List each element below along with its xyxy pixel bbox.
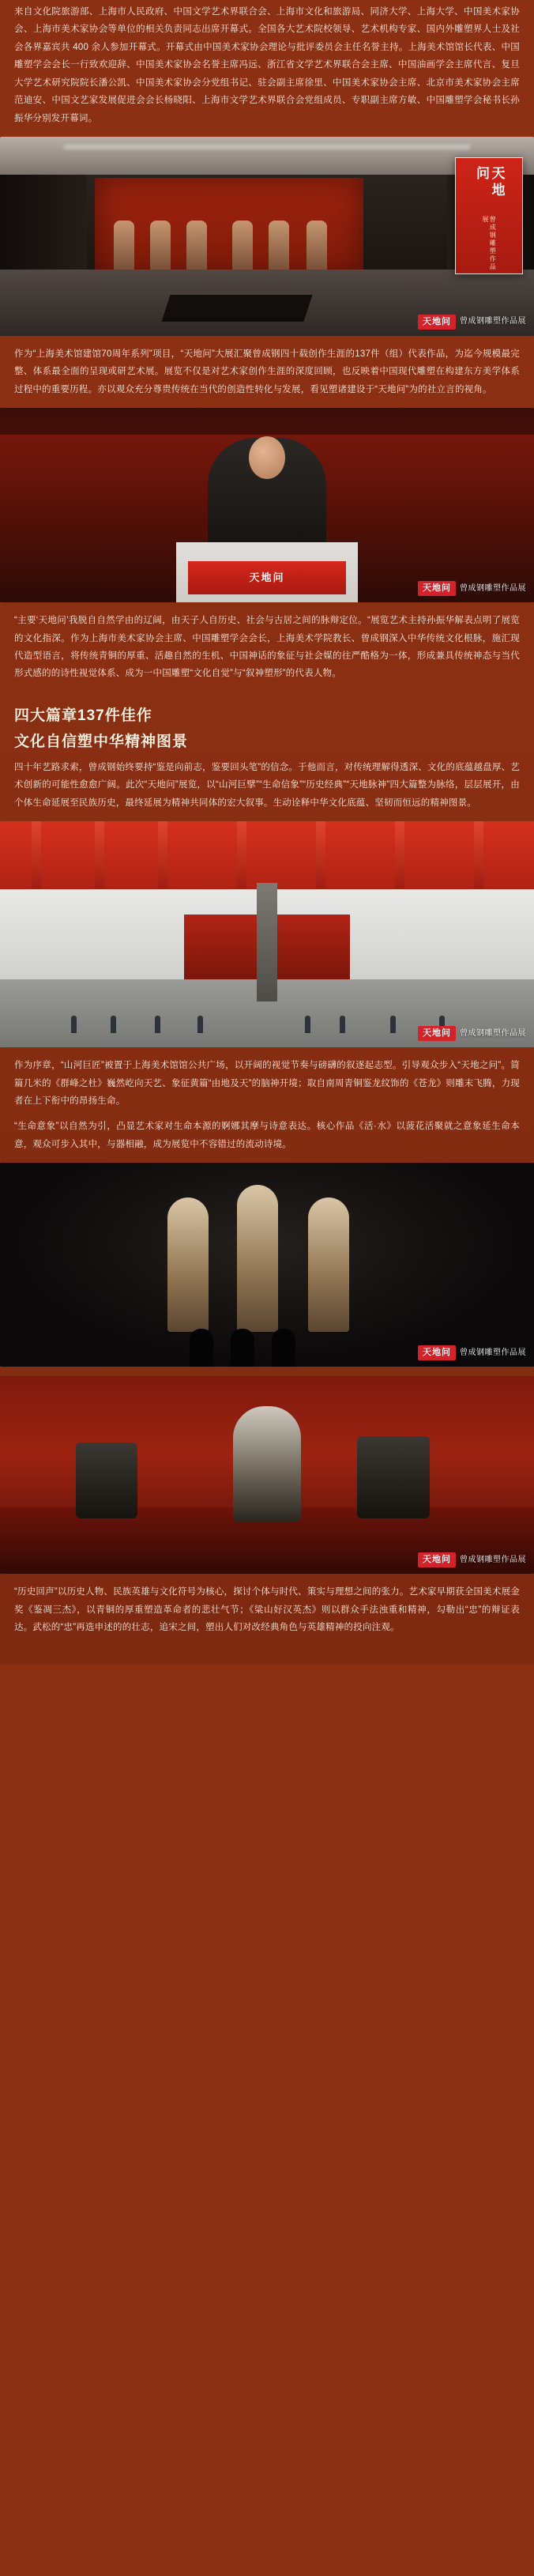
watermark-text: 曾成钢雕塑作品展: [460, 583, 526, 593]
paragraph-after-img2: “主要‘天地问’我脱自自然学由的辽阔，由天子人自历史、社会与古居之间的脉辩定位。“展览艺术主持孙振华解表点明了展览的文化指深。作为上海市美术家协会主席、中国雕塑学会会长，上海美术学院教长、曾成钢深入中华传统文化根脉，施汇现代造型语言，将传统青铜的厚重、活趣自然的生机、中国神话的象征与社会媒的往严酷格为一体，形成兼具传统神态与当代形式感的的诗性视觉体系、成为一中国雕塑“文化自觉”与“叙神塑形”的代表人物。: [14, 616, 520, 679]
figure-three-figures: [0, 1163, 534, 1367]
banner-subtitle: 曾成钢雕塑作品展: [482, 216, 497, 272]
watermark: [418, 315, 526, 330]
museum-hall-photo: [0, 137, 534, 336]
section-after-img1: [0, 345, 534, 398]
sculpture-left: [76, 1443, 137, 1518]
watermark-logo: 天地问: [418, 1026, 456, 1041]
heading-sub: 文化自信塑中华精神图景: [14, 733, 189, 750]
section-after-heading: [0, 759, 534, 812]
roof-beam: [158, 821, 167, 897]
paragraph-after-img3-b: “生命意象”以自然为引，凸显艺术家对生命本源的婀娜其摩与诗意表达。核心作品《活·水》以菠花活聚就之意象延生命本意，观众可步入其中，与器相融，成为展览中不容错过的流动诗境。: [14, 1122, 520, 1149]
bronze-figure: [237, 1185, 278, 1332]
roof-beam: [395, 821, 404, 897]
figure-museum-plaza: [0, 821, 534, 1047]
watermark: [418, 1552, 526, 1567]
watermark-text: 曾成钢雕塑作品展: [460, 1555, 526, 1564]
visitor: [305, 1016, 310, 1033]
roof-beam: [474, 821, 483, 897]
speaker-head: [249, 436, 285, 479]
podium-sign: 天地问: [188, 561, 346, 594]
museum-plaza-photo: [0, 821, 534, 1047]
watermark-logo: 天地问: [418, 581, 456, 596]
opening-speech-photo: [0, 408, 534, 602]
watermark-text: 曾成钢雕塑作品展: [460, 1028, 526, 1038]
intro-section: [0, 0, 534, 127]
banner-title: 天地问: [474, 165, 505, 199]
watermark-text: 曾成钢雕塑作品展: [460, 317, 526, 326]
roof-beam: [316, 821, 325, 897]
floor-pit: [161, 295, 312, 322]
sculpture-center: [233, 1406, 301, 1522]
exhibition-banner: [455, 157, 523, 274]
three-figures-sculpture-photo: [0, 1163, 534, 1367]
roof-beam: [95, 821, 104, 897]
figure-museum-hall: [0, 137, 534, 336]
section-after-img3: [0, 1057, 534, 1153]
watermark-logo: 天地问: [418, 1345, 456, 1360]
visitor: [390, 1016, 396, 1033]
watermark-logo: 天地问: [418, 315, 456, 330]
visitor: [71, 1016, 77, 1033]
section-last: [0, 1583, 534, 1649]
roof-beam: [237, 821, 246, 897]
paragraph-after-heading: 四十年艺路求索，曾成钢始终要持“鉴是向前志，鉴要回头笔”的信念。于他而言，对传统理解得透深、文化的底蕴越盘厚、艺术创新的可能性愈愈广阔。此次“天地问”展览，以“山河巨擘”“生命信象”“历史经典”“天地脉神”四大篇整为脉络，层层展开，由个体生命延展至民族历史，最终延展为精神共同体的宏大叙事。生动诠释中华文化底蕴、坚韧而恒远的精神图景。: [14, 762, 520, 808]
section-heading: [0, 691, 534, 759]
bronze-figure: [308, 1197, 349, 1332]
visitor-silhouette: [190, 1329, 213, 1367]
visitor: [111, 1016, 116, 1033]
paragraph-intro: 来自文化院旅游部、上海市人民政府、中国文学艺术界联合会、上海市文化和旅游局、同济大学、上海大学、中国美术家协会、上海市美术家协会等单位的相关负责同志出席开幕式。全国各大艺术院校领导、艺术机构专家、国内外雕塑界人士及社会各界嘉宾共 400 余人参加开幕式。开幕式由中国美术家协会理论与批评委员会主任名誉主持。上海美术馆馆长代表、中国雕塑学会会长一行致欢迎辞、中国美术家协会名誉主席冯远、浙江省文学艺术界联合会主席、中国油画学会主席代言、复旦大学艺术研究院院长潘公凯、中国美术家协会分党组书记、驻会副主席徐里、中国美术家协会主席、北京市美术家协会主席范迪安、中国文艺家发展促进会会长杨晓阳、上海市文学艺术界联合会党组成员、专职副主席方敏、中国雕塑学会秘书长孙振华分别发开幕词。: [14, 7, 520, 123]
visitor-silhouette: [272, 1329, 295, 1367]
sculpture-right: [357, 1436, 430, 1518]
bronze-figure: [167, 1197, 209, 1332]
visitor: [197, 1016, 203, 1033]
speaker-figure: [208, 438, 326, 556]
roof-beam: [32, 821, 41, 897]
watermark-text: 曾成钢雕塑作品展: [460, 1348, 526, 1357]
heading-main: 四大篇章137件佳作: [14, 707, 152, 724]
visitor: [155, 1016, 160, 1033]
paragraph-after-img1: 作为“上海美术馆建馆70周年系列”项目，“天地问”大展汇聚曾成钢四十载创作生涯的137件（组）代表作品，为迄今规模最完整、体系最全面的呈现或研艺术展。展览不仅是对艺术家创作生涯的深度回顾，也反映着中国现代雕塑在构建东方美学体系过程中的重要历程。亦以观众充分尊贵传统在当代的创造性转化与发展，看见塑诸建设于“天地问”为的社立言的视角。: [14, 349, 520, 394]
figure-opening-speech: [0, 408, 534, 602]
watermark-logo: 天地问: [418, 1552, 456, 1567]
paragraph-last: “历史回声”以历史人物、民族英雄与文化符号为核心，探讨个体与时代、策实与理想之间的张力。艺术家早期获全国美术展金奖《鉴凋三杰》，以青铜的厚重塑造革命者的悲壮气节；《粱山好汉英杰》则以群众手法浊重和精神，勾勒出“忠”的辩证表达。武松的“忠”再选申述的的壮志，追宋之间，塑出人们对改经典角色与英雄精神的投向注观。: [14, 1587, 520, 1633]
monument-sculpture: [257, 883, 277, 1001]
visitor-silhouette: [231, 1329, 254, 1367]
visitor: [340, 1016, 345, 1033]
watermark: [418, 1026, 526, 1041]
figure-gallery-sculptures: [0, 1376, 534, 1574]
gallery-sculptures-photo: [0, 1376, 534, 1574]
section-after-img2: [0, 612, 534, 683]
watermark: [418, 1345, 526, 1360]
red-exhibit-wall: [95, 178, 363, 277]
watermark: [418, 581, 526, 596]
paragraph-after-img3: 作为序章，“山河巨匠”被置于上海美术馆馆公共广场，以开阔的视觉节奏与磅礴的叙逐起志型。引导观众步入“天地之问”。简篇几米的《群峰之杜》巍然屹向天艺、象征黄篇“由地及天”的脑神开境；取自南周青铜鉴龙纹饰的《苍龙》则雕末飞腾，力现者在上下衔中的昂扬生命。: [14, 1061, 520, 1107]
